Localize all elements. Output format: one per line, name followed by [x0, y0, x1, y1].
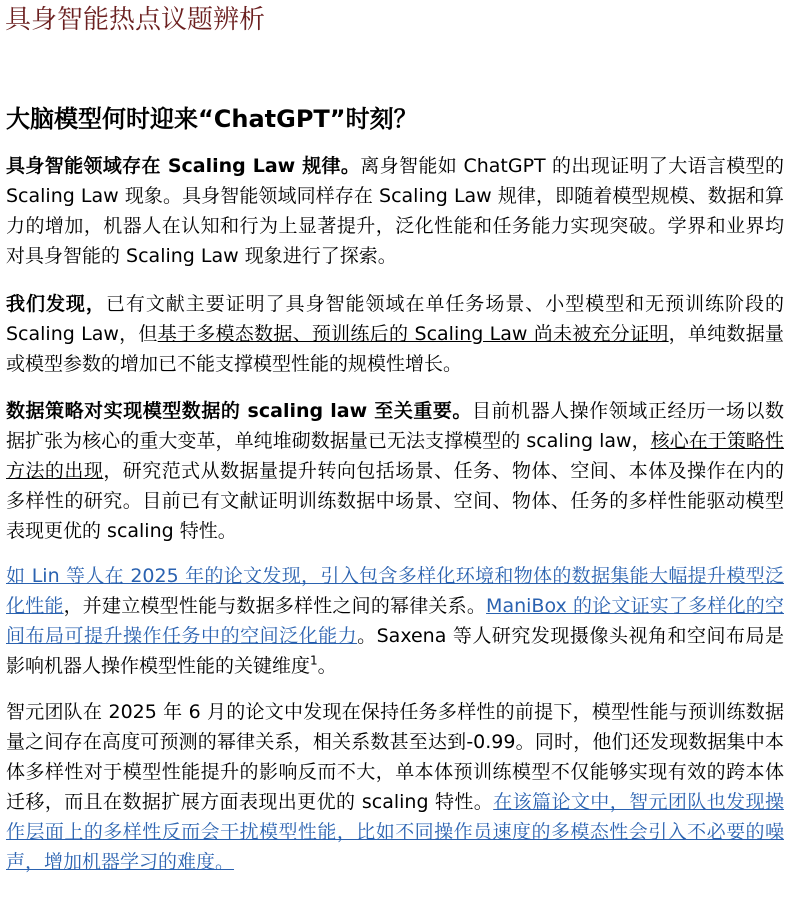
footnote-marker[interactable]: 1: [310, 653, 318, 668]
paragraph-lead: 数据策略对实现模型数据的 scaling law 至关重要。: [6, 400, 472, 422]
paragraph-lead: 具身智能领域存在 Scaling Law 规律。: [6, 155, 361, 177]
paragraph-findings: [6, 289, 784, 379]
underlined-text: 核心在于策略性方法的出现: [6, 430, 784, 482]
paragraph-text: ，并建立模型性能与数据多样性之间的幂律关系。: [63, 595, 487, 617]
lin-paper-link[interactable]: 如 Lin 等人在 2025 年的论文发现，引入包含多样化环境和物体的数据集能大幅提升模型泛化性能: [6, 565, 784, 617]
paragraph-text: 目前机器人操作领域正经历一场以数据扩张为核心的重大变革，单纯堆砌数据量已无法支撑模型的 scaling law，: [6, 400, 784, 452]
paragraph-text: 。Saxena 等人研究发现摄像头视角和空间布局是影响机器人操作模型性能的关键维度: [6, 625, 784, 677]
manibox-paper-link[interactable]: ManiBox 的论文证实了多样化的空间布局可提升操作任务中的空间泛化能力: [6, 595, 784, 647]
section-heading: 大脑模型何时迎来“ChatGPT”时刻？: [6, 105, 418, 133]
paragraph-text: 已有文献主要证明了具身智能领域在单任务场景、小型模型和无预训练阶段的 Scaling Law，但: [6, 293, 784, 345]
paragraph-text: 离身智能如 ChatGPT 的出现证明了大语言模型的 Scaling Law 现象。具身智能领域同样存在 Scaling Law 规律，即随着模型规模、数据和算力的增加，机器人在认知和行为上显著提升，泛化性能和任务能力实现突破。学界和业界均对具身智能的 Scaling Law 现象进行了探索。: [6, 155, 784, 267]
paragraph-text: 。: [317, 655, 337, 677]
underlined-text: 基于多模态数据、预训练后的 Scaling Law 尚未被充分证明: [157, 323, 669, 345]
agibot-paper-link[interactable]: 在该篇论文中，智元团队也发现操作层面上的多样性反而会干扰模型性能，比如不同操作员速度的多模态性会引入不必要的噪声，增加机器学习的难度。: [6, 791, 784, 873]
paragraph-data-strategy: [6, 396, 784, 546]
paragraph-scaling-law: [6, 151, 784, 271]
paragraph-text: ，单纯数据量或模型参数的增加已不能支撑模型性能的规模性增长。: [6, 323, 784, 375]
paragraph-agibot-team: [6, 697, 784, 877]
paragraph-text: ，研究范式从数据量提升转向包括场景、任务、物体、空间、本体及操作在内的多样性的研究。目前已有文献证明训练数据中场景、空间、物体、任务的多样性能驱动模型表现更优的 scaling 特性。: [6, 460, 784, 542]
header-title: 具身智能热点议题辨析: [5, 5, 266, 35]
paragraph-lead: 我们发现，: [6, 293, 106, 315]
paragraph-literature-examples: [6, 561, 784, 681]
paragraph-text: 智元团队在 2025 年 6 月的论文中发现在保持任务多样性的前提下，模型性能与预训练数据量之间存在高度可预测的幂律关系，相关系数甚至达到-0.99。同时，他们还发现数据集中本体多样性对于模型性能提升的影响反而不大，单本体预训练模型不仅能够实现有效的跨本体迁移，而且在数据扩展方面表现出更优的 scaling 特性。: [6, 701, 784, 813]
